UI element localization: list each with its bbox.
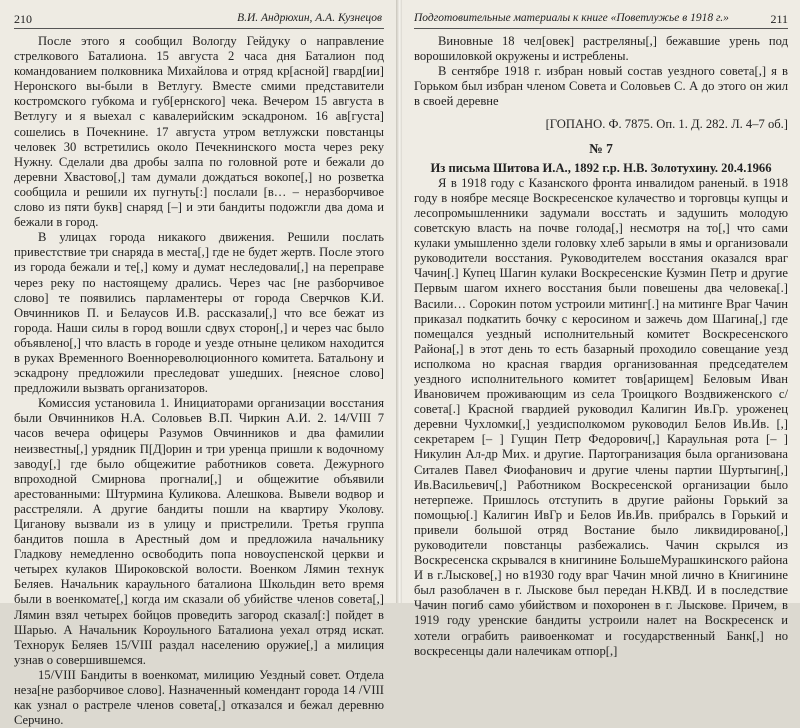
right-page-header bbox=[414, 0, 788, 29]
right-running-head: Подготовительные материалы к книге «Поветлужье в 1918 г.» bbox=[414, 12, 729, 24]
paragraph: После этого я сообщил Вологду Гейдуку о направление стрелкового Баталиона. 15 августа 2 часа дня Баталион под командованием полковника Михайлова и отряд кр[асной] гвард[ии] Неронского вы-были в Ветлугу. Вместе смими представители костромского губкома и губ[ернского] чека. Вечером 15 августа в Ветлугу и я выехал с кавалерийским эскадроном. 16 ав[густа] сошелись в Почекнине. 17 августа утром ветлужски повстанцы человек 30 встретились около Печекнинского моста через реку Нужну. Сделали два дробы залпа по головной роте и бежали до деревни Хвастово[,] там думали дождаться вокопе[,] но розветка сообщила и решили их пугнуть[:] послали [в… – неразборчивое слово из пяти букв] снаряд [–] и эти бандиты подожгли два дома и бежали в город. bbox=[14, 34, 384, 230]
right-page-body bbox=[414, 34, 788, 659]
left-page bbox=[0, 0, 398, 728]
paragraph: Я в 1918 году с Казанского фронта инвалидом раненый. в 1918 году в ноябре месяце Воскресенское кулачество и торговцы купцы и лесопромышленники задумали восстать и задушить молодую советскую власть на почве голода[,] несмотря на то[,] что сами кулаки умышленно здели головку хлеб зарыли в ямы и организовали руководители восстания. Руководителем восстания оказался враг Чачин[.] Купец Шагин кулаки Воскресенские Кузмин Петр и другие Первым шагом ихнего восстания были повешены два человека[.] Васили… Сорокин потом устроили митинг[.] на митинге Враг Чачин приказал подкатить бочку с керосином и зажечь дом Шагина[,] где помещался уездный исполнительный комитет Воскресенского Района[,] в этот день то есть базарный проходило совещание уезд исполкома но красная гвардия организованная председателем уездного исполнительного комитет тов[арищем] Беловым Иван Ивановичем проживающим из села Троицкого Воздвиженского с/совета[.] Красной гвардией руководил Калигин Ив.Гр. уроженец деревни Чухломки[,] уездисполкомом руководил Белов Ив.Ив. [,] секретарем [– ] Гущин Петр Федорович[,] Караульная рота [– ] Никулин Ал-др Мих. и другие. Партогранизация была организована Ситалев Павел Фиофанович и другие члены партии Шуртыгин[,] Ив.Васильевич[,] Работником Воскресенской организации было нетерпеже. Пришлось отступить в другие районы Горький за помощью[.] Калигин ИвГр и Белов Ив.Ив. прибралсь в Горький и привели большой отряд Востание было ликвидировано[,] руководители повстанцы разбежались. Чачин скрылся из Воскресенска скрывался в книгинине БольшеМурашкинского района И в г.Лыскове[,] но в1930 году враг Чачин мной лично в Книгинине был разоблачен в г. Лыскове был передан Н.КВД. И в последствие Чачин погиб само убийством и похоронен в г. Лыскове. Причем, в 1919 году уренские бандиты устроили налет на Воскресенск и хотели ограбить раивоенкомат и государственный Банк[,] но воскресенцы дали налечикам отпор[,] bbox=[414, 175, 788, 658]
paragraph: В сентябре 1918 г. избран новый состав уездного совета[,] я в Горьком был избран членом Совета и Соловьев С. А до этого он жил в своей деревне bbox=[414, 64, 788, 109]
document-number: № 7 bbox=[589, 140, 613, 156]
left-page-header bbox=[14, 0, 384, 29]
right-page bbox=[402, 0, 800, 658]
left-running-head: В.И. Андрюхин, А.А. Кузнецов bbox=[237, 12, 382, 24]
left-page-body bbox=[14, 34, 384, 728]
paragraph: В улицах города никакого движения. Решили послать привестствие три снаряда в места[,] где не будет жертв. После этого из города бежали и те[,] кому и думат неследовали[,] на переправе через реку по настоящему дрались. Через час [не разборчивое слово] те появились парламентеры от города Сверчков К.И. Овчинников П. и Белаусов И.В. рассказали[,] что все бежат из города. Наши силы в город вошли сдвух сторон[,] и через час было объявлено[,] что власть в городе и уезде отныне целиком находится в руках Временного Военнореволюционного комитета. Батальону и эскадрону предложили преследоват ушедших. [неясное слово] предложили вызвать организаторов. bbox=[14, 230, 384, 396]
paragraph: 15/VIII Бандиты в военкомат, милицию Уездный совет. Отдела неза[не разборчивое слово]. Назначенный комендант города 14 /VIII как узнал о растреле членов совета[,] отказался и бежал деревню Серчино. bbox=[14, 667, 384, 728]
archive-reference: [ГОПАНО. Ф. 7875. Оп. 1. Д. 282. Л. 4–7 об.] bbox=[545, 117, 788, 132]
paragraph: Виновные 18 чел[овек] растреляны[,] бежавшие урень под ворошиловкой окружены и истреблены. bbox=[414, 34, 788, 64]
paragraph: Комиссия установила 1. Инициаторами организации восстания были Овчинников Н.А. Соловьев В.П. Чиркин А.И. 2. 14/VIII 7 часов вечера офицеры Разумов Овчинников и два фамилии неизвестны[,] урядник П[Д]орин и три уренца пришли к водочному заводу[,] где было общежитие работников совета. Дежурного впроходной Смирнова прогнали[,] и общежитие объявили арестованными: Штурмина Куликова. Алешкова. Вывели водвор и расстреляли. А другие бандиты пошли на квартиру Уколову. Циганову вызвали из в улицу и пристрелили. Третья группа бандитов пошла в Арестный дом и предложила начальнику Гладкову немедленно освободить попа новоуспенской церкви и четырех кулаков Широковской волости. Военком Лямин технук Беляев. Начальник караульного баталиона Школьдин вето время были в военкомате[,] когда им сказали об убийстве членов совета[,] Лямин взял четырех бойцов проведить загород сказал[:] пойдет в Шарью. А Начальник Короульного Баталиона уехал отряд искат. Технорук Беляев 15/VIII раздал населению оружие[,] а милиция узнав о совершившемся. bbox=[14, 396, 384, 667]
left-page-number: 210 bbox=[14, 12, 32, 26]
document-title: Из письма Шитова И.А., 1892 г.р. Н.В. Золотухину. 20.4.1966 bbox=[430, 160, 772, 175]
right-page-number: 211 bbox=[770, 12, 788, 26]
